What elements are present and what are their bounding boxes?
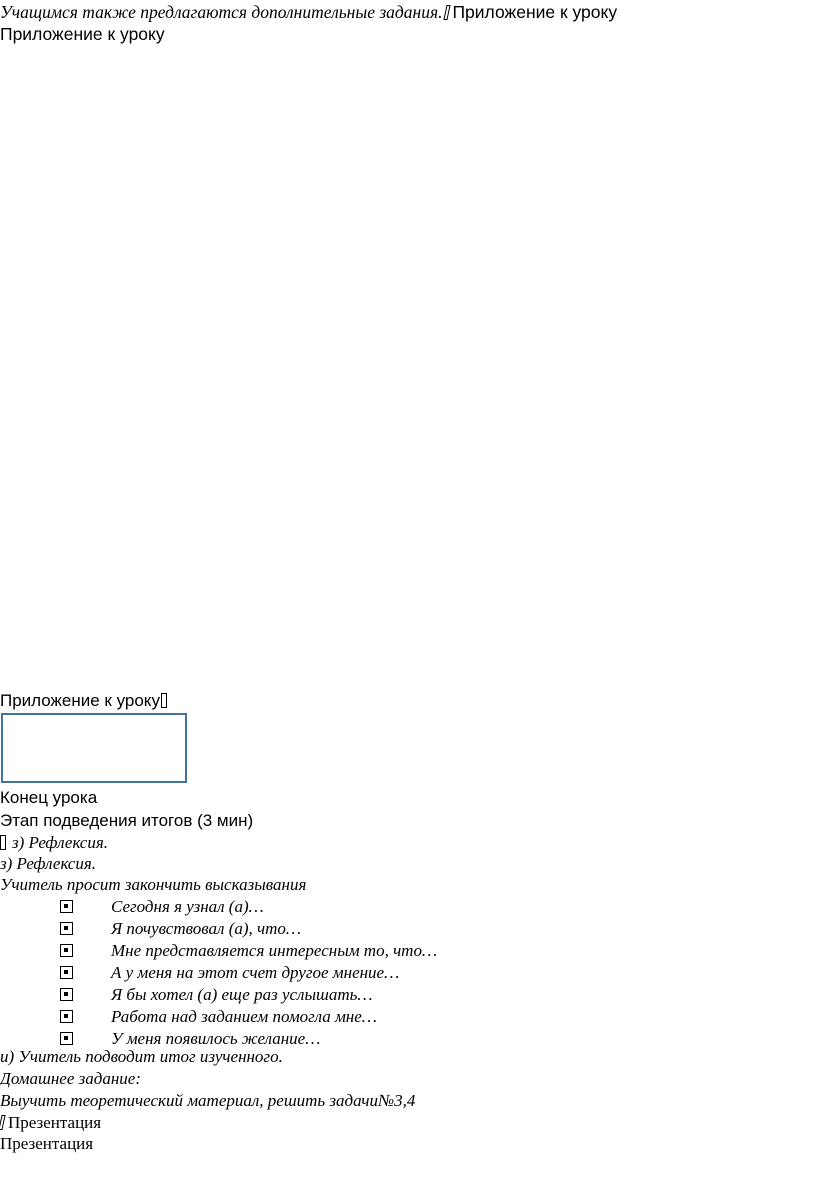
homework-text: Выучить теоретический материал, решить задачи№3,4 bbox=[0, 1091, 416, 1110]
appendix-link-text: Приложение к уроку bbox=[452, 2, 618, 22]
appendix-label-text: Приложение к уроку bbox=[0, 691, 160, 710]
appendix-line: Приложение к уроку bbox=[0, 24, 165, 44]
square-bullet-icon bbox=[60, 1010, 73, 1023]
teacher-summary: и) Учитель подводит итог изученного. bbox=[0, 1047, 283, 1066]
reflection-marked-line bbox=[0, 833, 108, 853]
summary-stage-heading: Этап подведения итогов (3 мин) bbox=[0, 811, 254, 830]
square-bullet-icon bbox=[60, 900, 73, 913]
missing-glyph-icon bbox=[0, 1115, 6, 1130]
presentation-line: Презентация bbox=[0, 1134, 94, 1153]
square-bullet-icon bbox=[60, 944, 73, 957]
square-bullet-icon bbox=[60, 1032, 73, 1045]
appendix-label bbox=[0, 691, 170, 711]
square-bullet-icon bbox=[60, 966, 73, 979]
additional-tasks-text: Учащимся также предлагаются дополнительные задания. bbox=[0, 2, 443, 22]
homework-label: Домашнее задание: bbox=[0, 1069, 141, 1088]
missing-glyph-icon bbox=[444, 5, 451, 20]
square-bullet-icon bbox=[60, 922, 73, 935]
lesson-end-heading: Конец урока bbox=[0, 788, 98, 807]
reflection-line: з) Рефлексия. bbox=[0, 854, 96, 873]
presentation-marked-line bbox=[0, 1113, 101, 1133]
missing-glyph-icon bbox=[161, 693, 167, 708]
teacher-prompt: Учитель просит закончить высказывания bbox=[0, 875, 307, 894]
reflection-text: з) Рефлексия. bbox=[12, 833, 108, 852]
missing-glyph-icon bbox=[0, 835, 6, 850]
presentation-text: Презентация bbox=[8, 1113, 102, 1132]
intro-line bbox=[0, 2, 617, 23]
square-bullet-icon bbox=[60, 988, 73, 1001]
embedded-object-frame bbox=[1, 713, 187, 783]
